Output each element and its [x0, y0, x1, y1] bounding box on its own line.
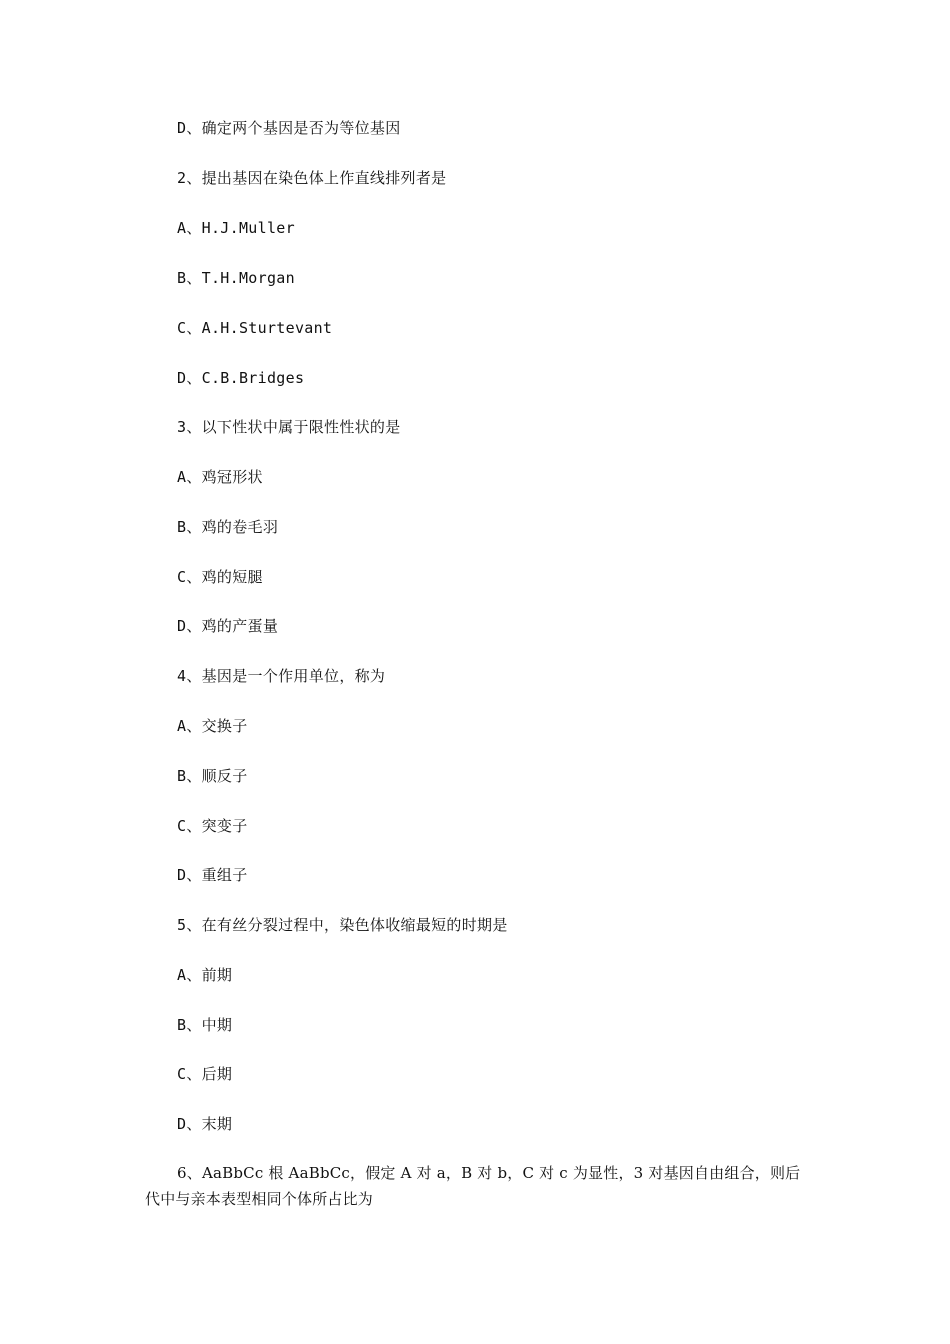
- option-3b: B、鸡的卷毛羽: [177, 518, 279, 536]
- option-4d: D、重组子: [177, 866, 248, 884]
- option-3d: D、鸡的产蛋量: [177, 617, 279, 635]
- question-5: 5、在有丝分裂过程中，染色体收缩最短的时期是: [177, 916, 508, 934]
- option-4a: A、交换子: [177, 717, 248, 735]
- option-5b: B、中期: [177, 1016, 233, 1034]
- option-3c: C、鸡的短腿: [177, 568, 263, 586]
- question-6: 6、AaBbCc 根 AaBbCc，假定 A 对 a，B 对 b，C 对 c 为显性，3 对基因自由组合，则后代中与亲本表型相同个体所占比为: [145, 1164, 801, 1208]
- option-4b: B、顺反子: [177, 767, 248, 785]
- option-5c: C、后期: [177, 1065, 233, 1083]
- question-2: 2、提出基因在染色体上作直线排列者是: [177, 169, 447, 187]
- option-4c: C、突变子: [177, 817, 248, 835]
- option-5d: D、末期: [177, 1115, 233, 1133]
- option-2a: A、H.J.Muller: [177, 219, 295, 237]
- option-2b: B、T.H.Morgan: [177, 269, 295, 287]
- option-5a: A、前期: [177, 966, 233, 984]
- option-2c: C、A.H.Sturtevant: [177, 319, 333, 337]
- option-1d: D、确定两个基因是否为等位基因: [177, 119, 401, 137]
- option-2d: D、C.B.Bridges: [177, 369, 305, 387]
- question-4: 4、基因是一个作用单位，称为: [177, 667, 386, 685]
- question-3: 3、以下性状中属于限性性状的是: [177, 418, 401, 436]
- option-3a: A、鸡冠形状: [177, 468, 263, 486]
